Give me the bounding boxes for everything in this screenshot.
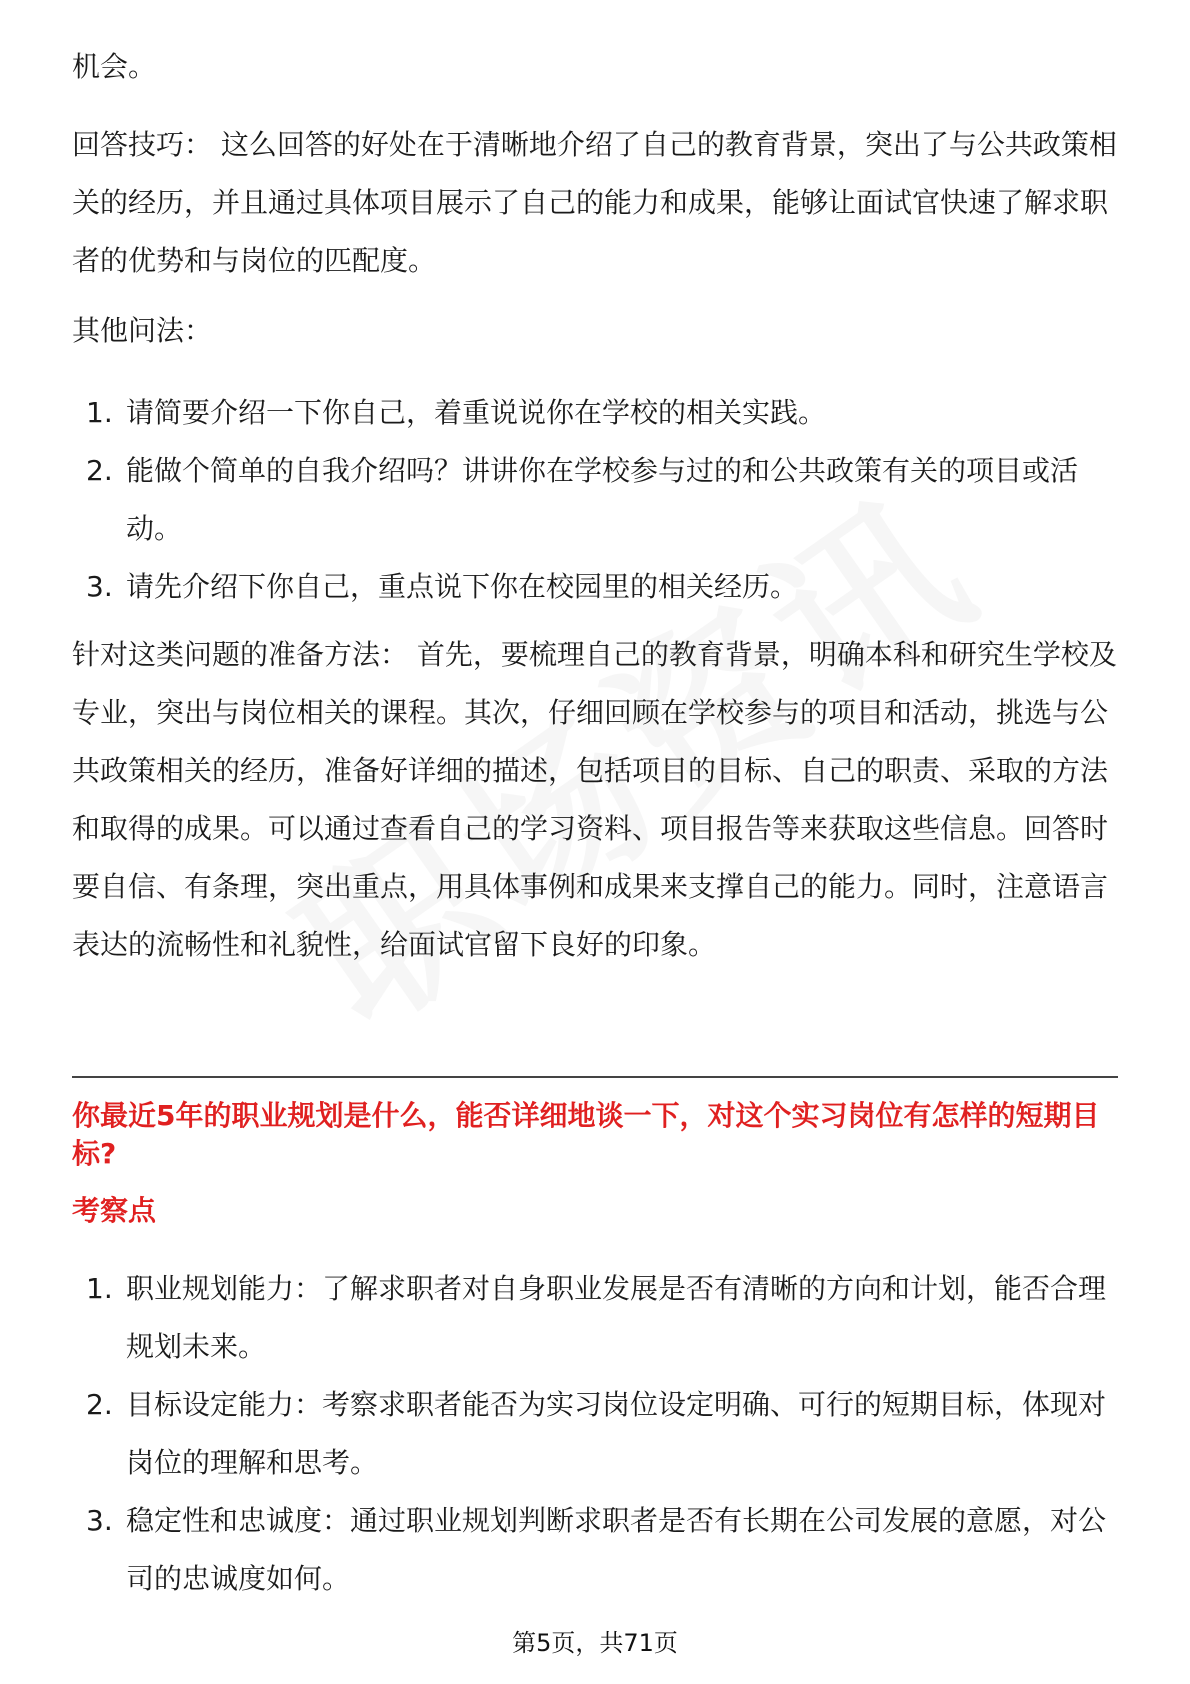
kaocha-list [72, 1260, 1118, 1608]
list-item-number: 3. [86, 570, 113, 603]
list-item-text: 目标设定能力：考察求职者能否为实习岗位设定明确、可行的短期目标，体现对岗位的理解和思考。 [126, 1388, 1107, 1479]
list-item-number: 1. [86, 1272, 113, 1305]
list-item-text: 请先介绍下你自己，重点说下你在校园里的相关经历。 [126, 570, 799, 603]
prep-block [72, 626, 1118, 974]
list-item [72, 1376, 1118, 1492]
intro-tail-text: 机会。 [72, 50, 157, 83]
list-item [72, 1492, 1118, 1608]
document-page [72, 0, 1118, 1684]
other-questions-label: 其他问法： [72, 314, 213, 347]
kaocha-heading: 考察点 [72, 1194, 157, 1227]
list-item [72, 558, 1118, 616]
tips-paragraph: 回答技巧： 这么回答的好处在于清晰地介绍了自己的教育背景，突出了与公共政策相关的经历，并且通过具体项目展示了自己的能力和成果，能够让面试官快速了解求职者的优势和与岗位的匹配度。 [72, 128, 1117, 277]
list-item [72, 384, 1118, 442]
kaocha-block [72, 1192, 1118, 1230]
page-number-footer: 第5页，共71页 [512, 1629, 678, 1657]
other-questions-list-block [72, 384, 1118, 616]
intro-tail-block [72, 38, 1118, 96]
list-item [72, 442, 1118, 558]
list-item-number: 3. [86, 1504, 113, 1537]
list-item [72, 1260, 1118, 1376]
other-questions-list [72, 384, 1118, 616]
list-item-number: 1. [86, 396, 113, 429]
question-block [72, 1097, 1118, 1173]
prep-paragraph: 针对这类问题的准备方法： 首先，要梳理自己的教育背景，明确本科和研究生学校及专业，突出与岗位相关的课程。其次，仔细回顾在学校参与的项目和活动，挑选与公共政策相关的经历，准备好详细的描述，包括项目的目标、自己的职责、采取的方法和取得的成果。可以通过查看自己的学习资料、项目报告等来获取这些信息。回答时要自信、有条理，突出重点，用具体事例和成果来支撑自己的能力。同时，注意语言表达的流畅性和礼貌性，给面试官留下良好的印象。 [72, 638, 1117, 961]
tips-block [72, 116, 1118, 290]
other-questions-block [72, 302, 1118, 360]
list-item-text: 稳定性和忠诚度：通过职业规划判断求职者是否有长期在公司发展的意愿，对公司的忠诚度如何。 [126, 1504, 1107, 1595]
list-item-number: 2. [86, 1388, 113, 1421]
list-item-text: 能做个简单的自我介绍吗？讲讲你在学校参与过的和公共政策有关的项目或活动。 [126, 454, 1079, 545]
section-divider [72, 1076, 1118, 1078]
kaocha-list-block [72, 1260, 1118, 1608]
list-item-text: 职业规划能力：了解求职者对自身职业发展是否有清晰的方向和计划，能否合理规划未来。 [126, 1272, 1107, 1363]
question-heading: 你最近5年的职业规划是什么，能否详细地谈一下，对这个实习岗位有怎样的短期目标? [72, 1099, 1100, 1170]
list-item-number: 2. [86, 454, 113, 487]
list-item-text: 请简要介绍一下你自己，着重说说你在学校的相关实践。 [126, 396, 827, 429]
